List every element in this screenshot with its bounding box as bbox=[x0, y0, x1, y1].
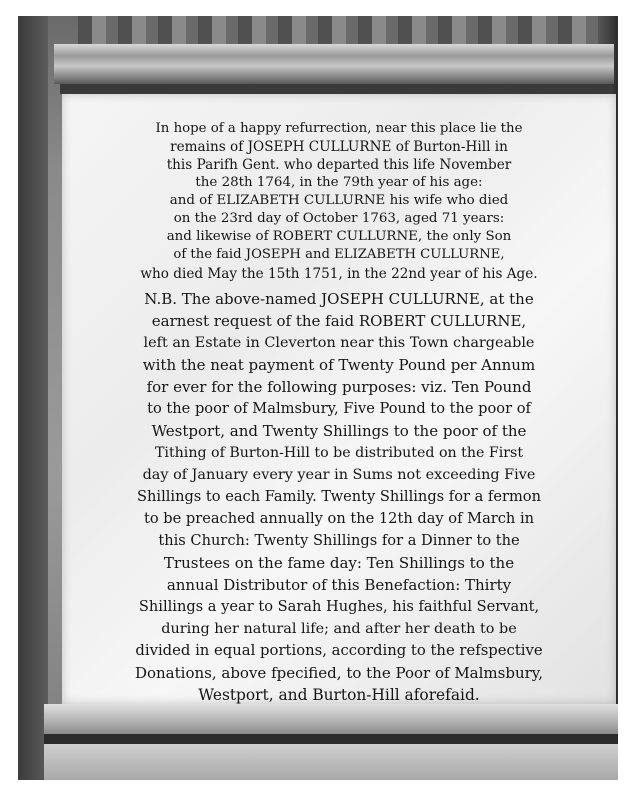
inscription-line: earnest request of the faid ROBERT CULLURNE, bbox=[151, 312, 527, 330]
inscription-line: Shillings a year to Sarah Hughes, his faithful Servant, bbox=[138, 598, 540, 615]
inscription-line: day of January every year in Sums not exceeding Five bbox=[142, 467, 536, 483]
inscription-line: of the faid JOSEPH and ELIZABETH CULLURNE, bbox=[173, 247, 505, 262]
inscription-line: the 28th 1764, in the 79th year of his age: bbox=[195, 175, 483, 190]
memorial-tablet bbox=[62, 94, 616, 704]
inscription-line: In hope of a happy refurrection, near this place lie the bbox=[155, 121, 523, 136]
inscription-line: Westport, and Twenty Shillings to the poor of the bbox=[151, 422, 527, 440]
inscription-line: Trustees on the fame day: Ten Shillings to the bbox=[163, 554, 515, 572]
carved-frieze bbox=[78, 16, 598, 44]
inscription-line: during her natural life; and after her death to be bbox=[161, 621, 517, 637]
inscription-line: divided in equal portions, according to the refspective bbox=[135, 642, 543, 659]
inscription-line: to be preached annually on the 12th day of March in bbox=[143, 510, 535, 527]
inscription-line: for ever for the following purposes: viz. Ten Pound bbox=[146, 378, 532, 396]
inscription-line: and of ELIZABETH CULLURNE his wife who died bbox=[169, 193, 509, 208]
inscription-line: Westport, and Burton-Hill aforefaid. bbox=[198, 686, 480, 704]
cornice-shadow bbox=[60, 84, 610, 94]
inscription-line: N.B. The above-named JOSEPH CULLURNE, at the bbox=[144, 290, 534, 308]
inscription-line: this Church: Twenty Shillings for a Dinner to the bbox=[158, 532, 520, 549]
inscription-line: Donations, above fpecified, to the Poor of Malmsbury, bbox=[134, 664, 544, 682]
inscription-line: left an Estate in Cleverton near this Town chargeable bbox=[143, 335, 535, 351]
inscription-line: annual Distributor of this Benefaction: Thirty bbox=[166, 576, 512, 594]
inscription-line: this Parifh Gent. who departed this life November bbox=[166, 157, 512, 173]
marble-base bbox=[44, 744, 618, 780]
plinth-shadow bbox=[44, 734, 618, 744]
inscription-line: to the poor of Malmsbury, Five Pound to the poor of bbox=[147, 400, 531, 417]
inscription-line: and likewise of ROBERT CULLURNE, the only Son bbox=[166, 229, 512, 244]
church-wall-left bbox=[18, 16, 48, 780]
plinth-moulding bbox=[44, 704, 618, 734]
cornice-moulding bbox=[54, 44, 614, 84]
inscription-line: Shillings to each Family. Twenty Shillings for a fermon bbox=[137, 488, 541, 505]
memorial-photograph bbox=[18, 16, 618, 780]
inscription-line: remains of JOSEPH CULLURNE of Burton-Hill in bbox=[170, 139, 508, 155]
inscription-line: with the neat payment of Twenty Pound per Annum bbox=[142, 356, 536, 374]
inscription-line: Tithing of Burton-Hill to be distributed on the First bbox=[154, 445, 524, 461]
inscription-text bbox=[74, 120, 604, 740]
inscription-line: on the 23rd day of October 1763, aged 71 years: bbox=[173, 211, 505, 226]
inscription-line: who died May the 15th 1751, in the 22nd year of his Age. bbox=[140, 266, 538, 282]
